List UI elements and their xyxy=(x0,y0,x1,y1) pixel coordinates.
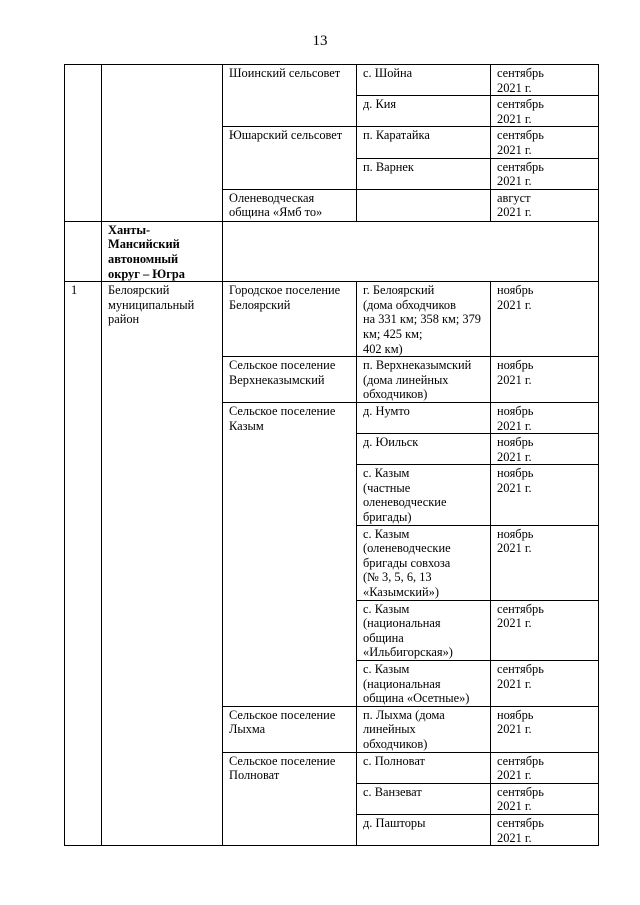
district-cell xyxy=(102,65,223,222)
locality-cell: с. Казым (национальная община «Ильбигорская») xyxy=(357,600,491,660)
locality-cell: с. Ванзеват xyxy=(357,783,491,814)
locality-cell: с. Казым (частные оленеводческие бригады) xyxy=(357,465,491,525)
locality-cell: г. Белоярский (дома обходчиков на 331 км; 358 км; 379 км; 425 км; 402 км) xyxy=(357,282,491,357)
locality-cell: с. Казым (национальная община «Осетные») xyxy=(357,661,491,707)
locality-cell: д. Юильск xyxy=(357,434,491,465)
date-cell: сентябрь 2021 г. xyxy=(491,127,599,158)
locality-cell xyxy=(357,189,491,221)
empty-cell xyxy=(223,221,599,281)
locality-cell: п. Каратайка xyxy=(357,127,491,158)
date-cell: сентябрь 2021 г. xyxy=(491,96,599,127)
locality-cell: п. Верхнеказымский (дома линейных обходчиков) xyxy=(357,357,491,403)
settlement-cell: Сельское поселение Казым xyxy=(223,402,357,706)
date-cell: сентябрь 2021 г. xyxy=(491,600,599,660)
date-cell: сентябрь 2021 г. xyxy=(491,752,599,783)
locality-cell: с. Шойна xyxy=(357,65,491,96)
settlement-cell: Юшарский сельсовет xyxy=(223,127,357,189)
date-cell: сентябрь 2021 г. xyxy=(491,65,599,96)
date-cell: ноябрь 2021 г. xyxy=(491,465,599,525)
district-cell: Белоярский муниципальный район xyxy=(102,282,223,846)
table-row xyxy=(65,65,599,96)
date-cell: ноябрь 2021 г. xyxy=(491,282,599,357)
date-cell: ноябрь 2021 г. xyxy=(491,525,599,600)
locality-cell: п. Лыхма (дома линейных обходчиков) xyxy=(357,706,491,752)
settlement-cell: Оленеводческая община «Ямб то» xyxy=(223,189,357,221)
date-cell: сентябрь 2021 г. xyxy=(491,158,599,189)
num-cell xyxy=(65,221,102,281)
settlement-cell: Сельское поселение Верхнеказымский xyxy=(223,357,357,403)
region-cell: Ханты- Мансийский автономный округ – Югра xyxy=(102,221,223,281)
date-cell: ноябрь 2021 г. xyxy=(491,706,599,752)
locality-cell: п. Варнек xyxy=(357,158,491,189)
region-row xyxy=(65,221,599,281)
date-cell: сентябрь 2021 г. xyxy=(491,814,599,845)
date-cell: сентябрь 2021 г. xyxy=(491,783,599,814)
settlement-cell: Сельское поселение Полноват xyxy=(223,752,357,846)
settlement-cell: Шоинский сельсовет xyxy=(223,65,357,127)
locality-cell: с. Полноват xyxy=(357,752,491,783)
date-cell: ноябрь 2021 г. xyxy=(491,357,599,403)
date-cell: август 2021 г. xyxy=(491,189,599,221)
num-cell xyxy=(65,65,102,222)
table-row xyxy=(65,282,599,357)
date-cell: сентябрь 2021 г. xyxy=(491,661,599,707)
date-cell: ноябрь 2021 г. xyxy=(491,434,599,465)
settlement-cell: Городское поселение Белоярский xyxy=(223,282,357,357)
num-cell: 1 xyxy=(65,282,102,846)
locality-cell: с. Казым (оленеводческие бригады совхоза (№ 3, 5, 6, 13 «Казымский») xyxy=(357,525,491,600)
settlement-cell: Сельское поселение Лыхма xyxy=(223,706,357,752)
locality-cell: д. Пашторы xyxy=(357,814,491,845)
schedule-table xyxy=(64,64,599,846)
page-number: 13 xyxy=(312,33,328,49)
locality-cell: д. Нумто xyxy=(357,402,491,433)
locality-cell: д. Кия xyxy=(357,96,491,127)
date-cell: ноябрь 2021 г. xyxy=(491,402,599,433)
